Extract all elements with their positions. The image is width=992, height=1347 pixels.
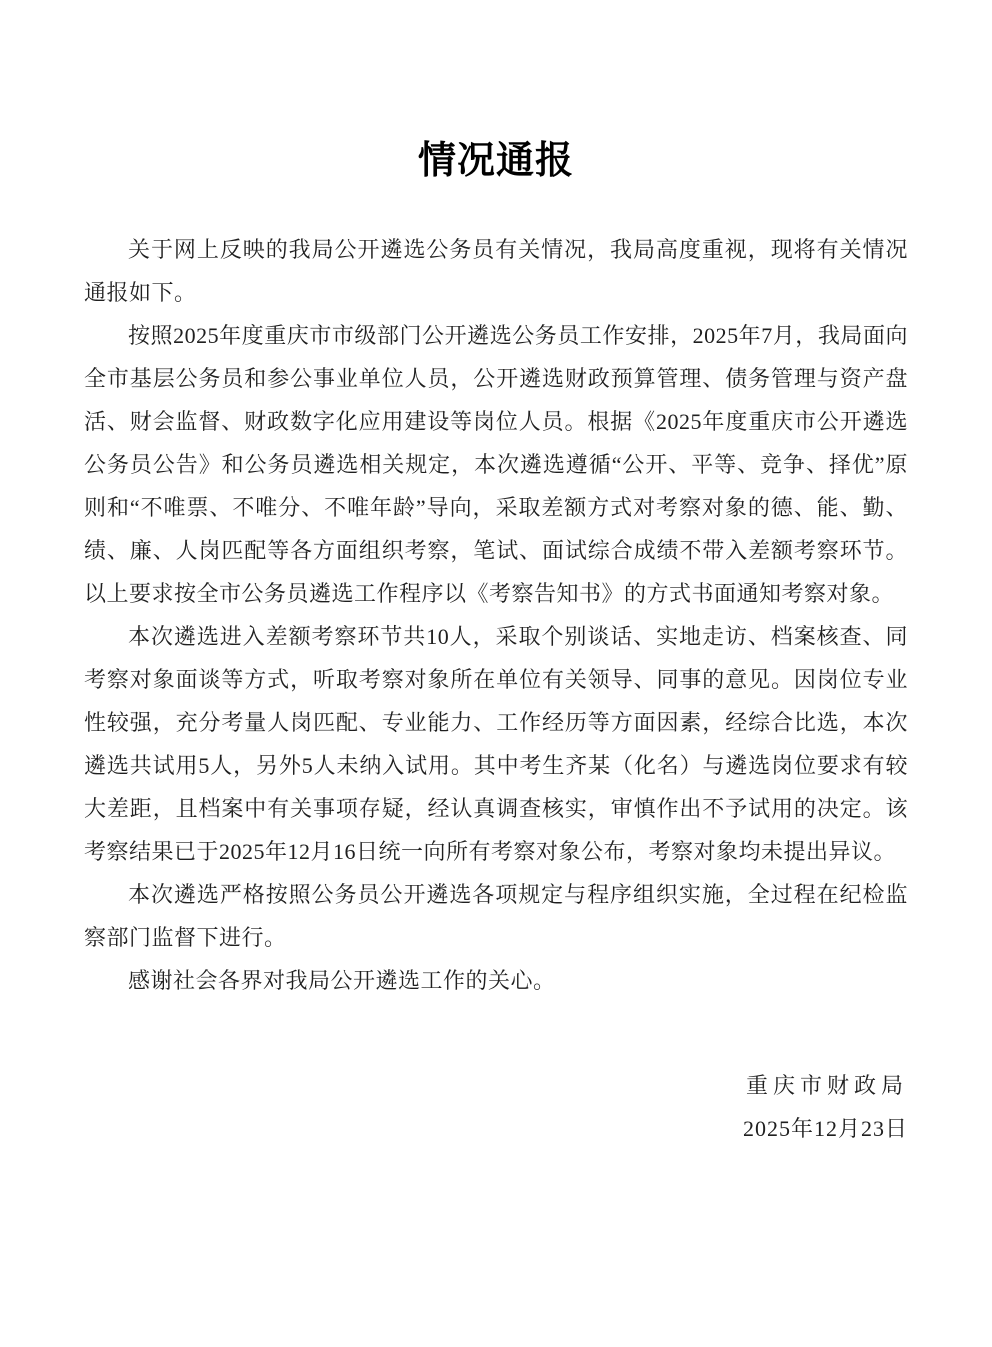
paragraph-1: 关于网上反映的我局公开遴选公务员有关情况，我局高度重视，现将有关情况通报如下。	[84, 237, 908, 305]
paragraph-4: 本次遴选严格按照公务员公开遴选各项规定与程序组织实施，全过程在纪检监察部门监督下进行。	[84, 882, 908, 950]
paragraph-2: 按照2025年度重庆市市级部门公开遴选公务员工作安排，2025年7月，我局面向全市基层公务员和参公事业单位人员，公开遴选财政预算管理、债务管理与资产盘活、财会监督、财政数字化应用建设等岗位人员。根据《2025年度重庆市公开遴选公务员公告》和公务员遴选相关规定，本次遴选遵循“公开、平等、竞争、择优”原则和“不唯票、不唯分、不唯年龄”导向，采取差额方式对考察对象的德、能、勤、绩、廉、人岗匹配等各方面组织考察，笔试、面试综合成绩不带入差额考察环节。以上要求按全市公务员遴选工作程序以《考察告知书》的方式书面通知考察对象。	[84, 323, 908, 606]
document-body	[84, 228, 908, 1002]
paragraph-3: 本次遴选进入差额考察环节共10人，采取个别谈话、实地走访、档案核查、同考察对象面谈等方式，听取考察对象所在单位有关领导、同事的意见。因岗位专业性较强，充分考量人岗匹配、专业能力、工作经历等方面因素，经综合比选，本次遴选共试用5人，另外5人未纳入试用。其中考生齐某（化名）与遴选岗位要求有较大差距，且档案中有关事项存疑，经认真调查核实，审慎作出不予试用的决定。该考察结果已于2025年12月16日统一向所有考察对象公布，考察对象均未提出异议。	[84, 624, 908, 864]
signature-date: 2025年12月23日	[742, 1116, 908, 1141]
signature-block	[84, 1064, 908, 1150]
signature-org: 重庆市财政局	[745, 1073, 908, 1098]
document-title: 情况通报	[417, 140, 574, 182]
paragraph-5: 感谢社会各界对我局公开遴选工作的关心。	[128, 968, 556, 993]
